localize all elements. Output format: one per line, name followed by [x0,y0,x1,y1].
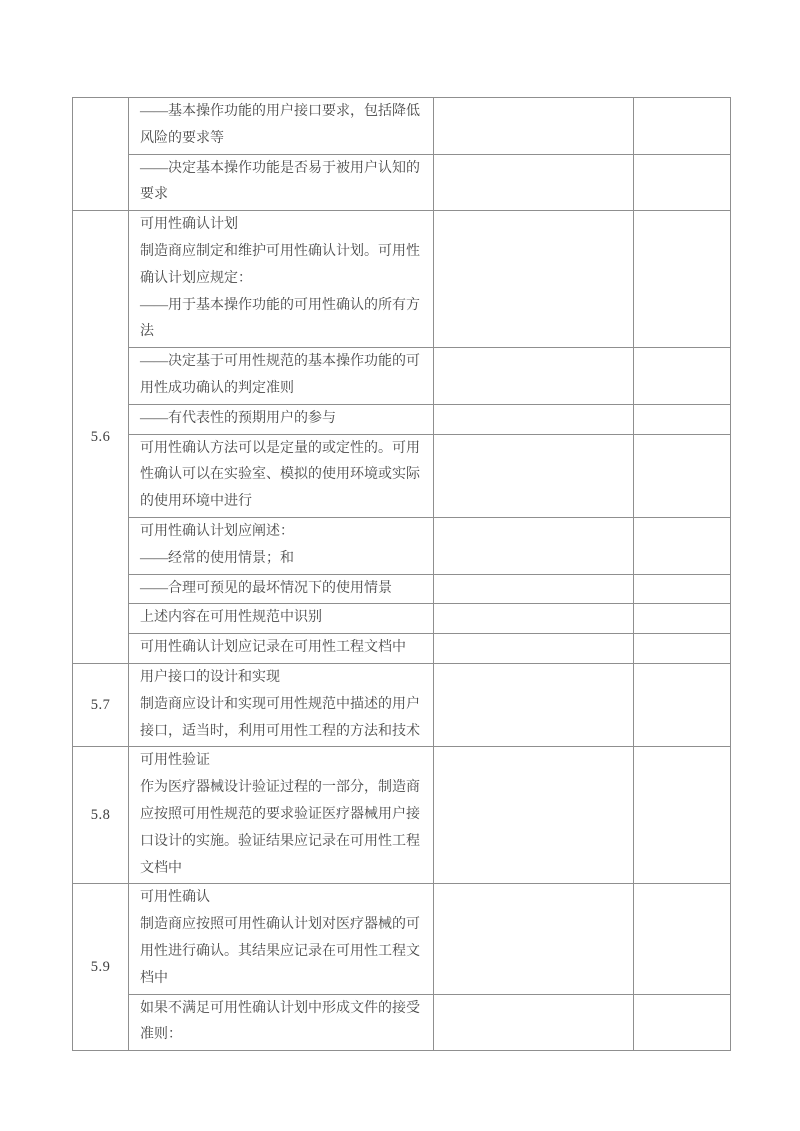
requirement-text: 制造商应制定和维护可用性确认计划。可用性确认计划应规定： [140,243,420,286]
record-cell [434,994,634,1051]
record-cell [434,604,634,634]
requirement-text: ——经常的使用情景；和 [140,550,294,566]
requirement-cell [129,574,434,604]
record-cell [434,663,634,746]
table-row [73,994,731,1051]
conclusion-cell [634,211,731,348]
table-row [73,574,731,604]
table-row [73,98,731,155]
record-cell [434,211,634,348]
conclusion-cell [634,604,731,634]
record-cell [434,404,634,434]
conclusion-cell [634,434,731,517]
table-row [73,434,731,517]
conclusion-cell [634,348,731,405]
clause-number-cell [73,98,129,211]
requirement-text: 制造商应设计和实现可用性规范中描述的用户接口，适当时，利用可用性工程的方法和技术 [140,696,420,739]
requirement-cell [129,404,434,434]
requirement-text: 可用性确认计划应记录在可用性工程文档中 [140,640,406,656]
requirement-text: 可用性确认方法可以是定量的或定性的。可用性确认可以在实验室、模拟的使用环境或实际的使用环境中进行 [140,440,420,510]
table-row [73,154,731,211]
table-row [73,604,731,634]
record-cell [434,434,634,517]
clause-number-cell: 5.6 [73,211,129,664]
table-row [73,211,731,348]
requirements-table [72,97,731,1051]
record-cell [434,574,634,604]
conclusion-cell [634,994,731,1051]
requirement-cell [129,154,434,211]
requirement-cell [129,747,434,884]
record-cell [434,154,634,211]
table-row [73,348,731,405]
table-row [73,634,731,664]
requirement-text: 可用性确认 [140,890,210,906]
conclusion-cell [634,98,731,155]
requirement-cell [129,517,434,574]
requirement-cell [129,604,434,634]
requirement-text: 作为医疗器械设计验证过程的一部分，制造商应按照可用性规范的要求验证医疗器械用户接口设计的实施。验证结果应记录在可用性工程文档中 [140,780,420,876]
table-row [73,404,731,434]
conclusion-cell [634,634,731,664]
requirement-cell [129,884,434,994]
record-cell [434,634,634,664]
requirement-text: ——用于基本操作功能的可用性确认的所有方法 [140,297,420,340]
table-row [73,663,731,746]
requirement-text: 可用性验证 [140,753,210,769]
requirement-text: ——决定基于可用性规范的基本操作功能的可用性成功确认的判定准则 [140,354,420,396]
conclusion-cell [634,517,731,574]
clause-number-cell: 5.8 [73,747,129,884]
requirement-cell [129,211,434,348]
record-cell [434,348,634,405]
table-row [73,517,731,574]
requirement-text: 可用性确认计划 [140,217,238,233]
requirement-text: ——基本操作功能的用户接口要求，包括降低风险的要求等 [140,104,420,146]
table-row [73,884,731,994]
requirement-cell [129,663,434,746]
clause-number-cell: 5.7 [73,663,129,746]
table-row [73,747,731,884]
requirement-text: ——合理可预见的最坏情况下的使用情景 [140,580,392,596]
conclusion-cell [634,574,731,604]
requirement-text: 上述内容在可用性规范中识别 [140,610,322,626]
requirement-text: ——决定基本操作功能是否易于被用户认知的要求 [140,160,420,203]
requirement-text: ——有代表性的预期用户的参与 [140,410,336,426]
requirement-cell [129,994,434,1051]
requirement-cell [129,634,434,664]
record-cell [434,747,634,884]
record-cell [434,517,634,574]
requirement-cell [129,348,434,405]
requirement-text: 用户接口的设计和实现 [140,669,280,685]
conclusion-cell [634,747,731,884]
record-cell [434,884,634,994]
requirement-text: 如果不满足可用性确认计划中形成文件的接受准则： [140,1000,420,1043]
conclusion-cell [634,663,731,746]
requirement-text: 制造商应按照可用性确认计划对医疗器械的可用性进行确认。其结果应记录在可用性工程文档中 [140,917,420,986]
clause-number-cell: 5.9 [73,884,129,1051]
record-cell [434,98,634,155]
conclusion-cell [634,404,731,434]
requirement-text: 可用性确认计划应阐述： [140,523,294,539]
conclusion-cell [634,154,731,211]
requirement-cell [129,434,434,517]
conclusion-cell [634,884,731,994]
requirement-cell [129,98,434,155]
requirements-table-body [73,98,731,1051]
